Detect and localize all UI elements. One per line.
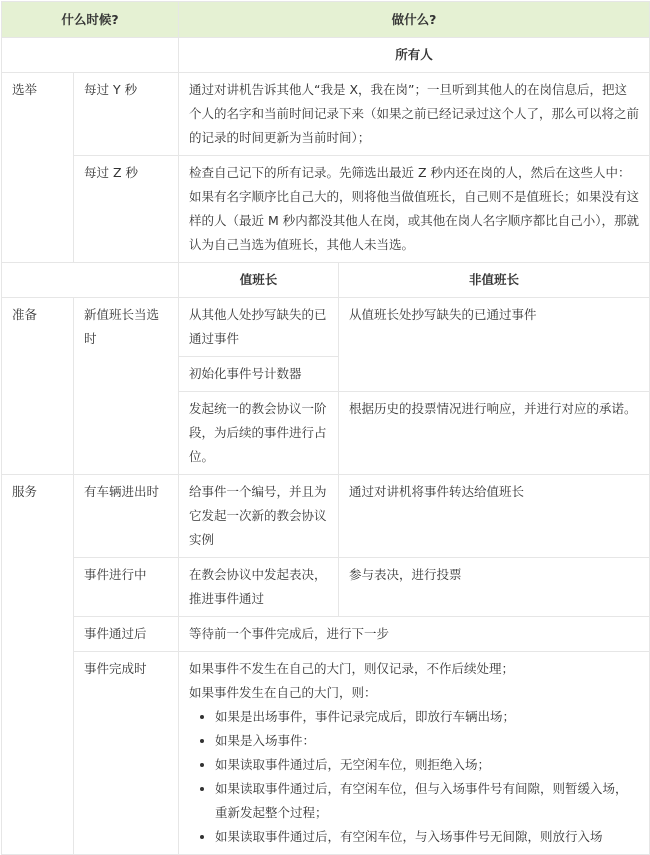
when-cell: 有车辆进出时 [74,475,179,558]
action-cell [179,652,650,855]
bullet-list [189,705,639,849]
non-leader-cell: 根据历史的投票情况进行响应，并进行对应的承诺。 [339,392,650,475]
table-row [2,73,650,156]
non-leader-cell: 通过对讲机将事件转达给值班长 [339,475,650,558]
leader-cell: 发起统一的教会协议一阶段，为后续的事件进行占位。 [179,392,339,475]
action-cell: 检查自己记下的所有记录。先筛选出最近 Z 秒内还在岗的人，然后在这些人中：如果有名字顺序比自己大的，则将他当做值班长，自己则不是值班长；如果没有这样的人（最近 M 秒内都没其他人在岗，或其他在岗人名字顺序都比自己小），那就认为自己当选为值班长，其他人未当选。 [179,156,650,263]
role-non-leader-heading: 非值班长 [339,263,650,298]
phase-prepare: 准备 [2,298,74,475]
when-cell: 每过 Y 秒 [74,73,179,156]
table-row [2,156,650,263]
list-item: • 如果读取事件通过后，无空闲车位，则拒绝入场； [215,753,639,777]
role-leader-heading: 值班长 [179,263,339,298]
non-leader-cell: 参与表决，进行投票 [339,558,650,617]
when-cell: 新值班长当选时 [74,298,179,475]
non-leader-cell: 从值班长处抄写缺失的已通过事件 [339,298,650,392]
table-row [2,38,650,73]
table-header [2,2,650,38]
list-item: • 如果是入场事件： [215,729,639,753]
when-cell: 每过 Z 秒 [74,156,179,263]
process-table [1,1,650,855]
leader-cell: 从其他人处抄写缺失的已通过事件 [179,298,339,357]
all-people-heading: 所有人 [179,38,650,73]
header-when: 什么时候? [2,2,179,38]
leader-cell: 初始化事件号计数器 [179,357,339,392]
list-item: • 如果读取事件通过后，有空闲车位，与入场事件号无间隙，则放行入场 [215,825,639,849]
table-row [2,298,650,357]
leader-cell: 给事件一个编号，并且为它发起一次新的教会协议实例 [179,475,339,558]
text-line: 如果事件发生在自己的大门，则： [189,685,377,700]
action-cell: 等待前一个事件完成后，进行下一步 [179,617,650,652]
header-what: 做什么? [179,2,650,38]
when-cell: 事件通过后 [74,617,179,652]
table-row [2,475,650,558]
table-row [2,558,650,617]
phase-service: 服务 [2,475,74,855]
list-item: • 如果是出场事件，事件记录完成后，即放行车辆出场； [215,705,639,729]
text-line: 如果事件不发生在自己的大门，则仅记录，不作后续处理； [189,661,515,676]
table-row [2,652,650,855]
when-cell: 事件完成时 [74,652,179,855]
table-row [2,617,650,652]
list-item: • 如果读取事件通过后，有空闲车位，但与入场事件号有间隙，则暂缓入场，重新发起整个过程； [215,777,639,825]
leader-cell: 在教会协议中发起表决，推进事件通过 [179,558,339,617]
table-row [2,263,650,298]
action-cell: 通过对讲机告诉其他人“我是 X，我在岗”；一旦听到其他人的在岗信息后，把这个人的名字和当前时间记录下来（如果之前已经记录过这个人了，那么可以将之前的记录的时间更新为当前时间）； [179,73,650,156]
phase-election: 选举 [2,73,74,263]
when-cell: 事件进行中 [74,558,179,617]
